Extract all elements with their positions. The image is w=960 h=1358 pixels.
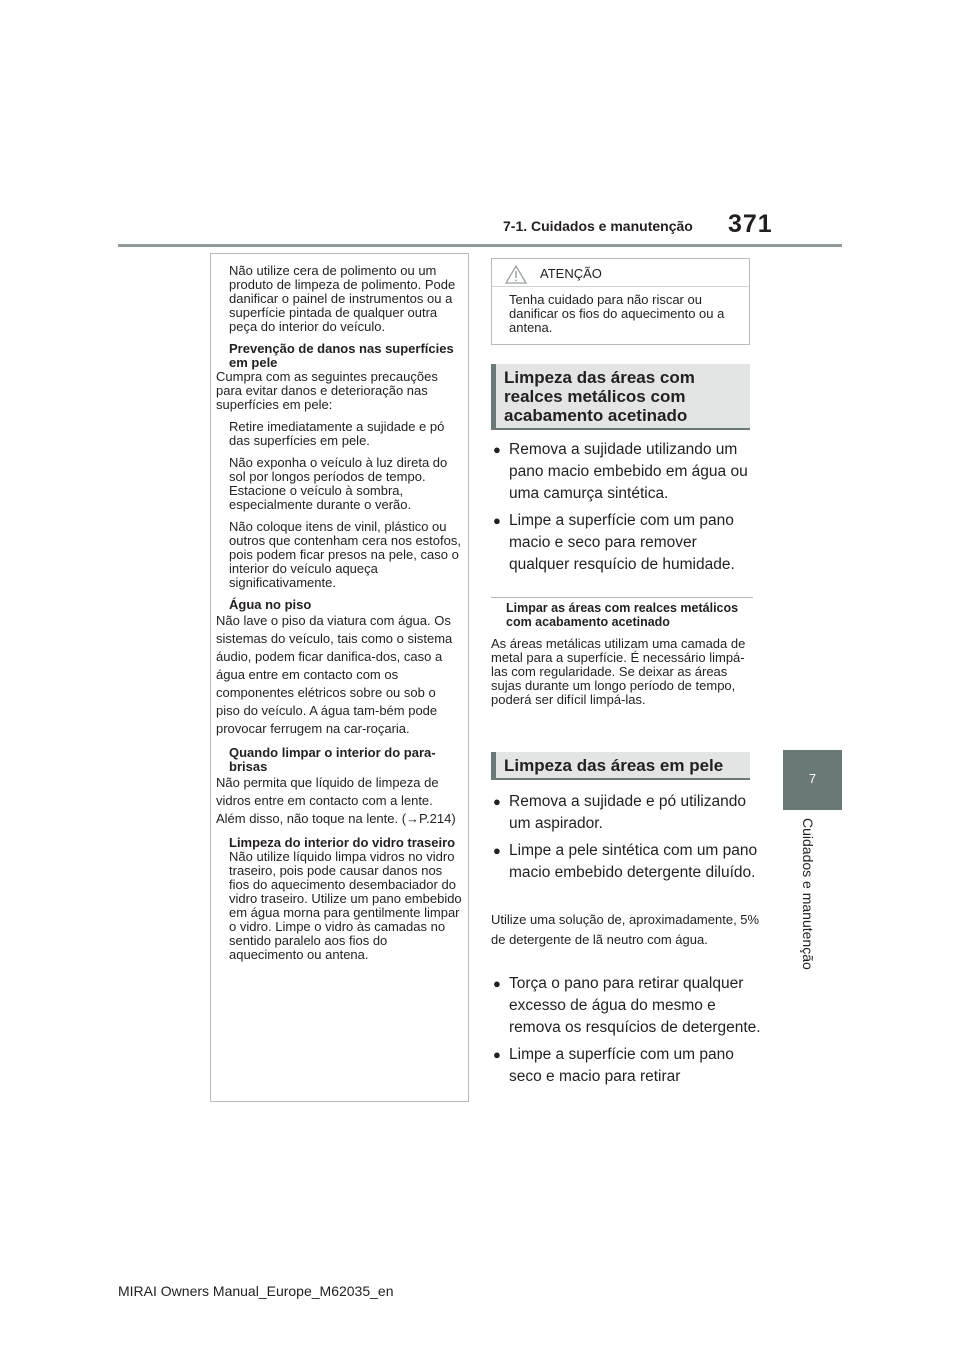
note-paragraph: Não permita que líquido de limpeza de vidros entre em contacto com a lente. Além disso, não toque na lente. (→P.214) bbox=[216, 775, 456, 826]
list-item bbox=[491, 840, 761, 884]
list-item-text: Limpe a superfície com um pano macio e seco para remover qualquer resquício de humidade. bbox=[509, 512, 735, 573]
warning-triangle-icon bbox=[505, 265, 527, 289]
note-paragraph: Não utilize cera de polimento ou um produto de limpeza de polimento. Pode danificar o painel de instrumentos ou a superfície pintada de qualquer outra peça do interior do veículo. bbox=[229, 263, 456, 334]
note-box bbox=[210, 253, 469, 1102]
leather-bullet-list bbox=[491, 791, 761, 889]
note-paragraph: Não utilize líquido limpa vidros no vidro traseiro, pois pode causar danos nos fios do aquecimento desembaciador do vidro traseiro. Utilize um pano embebido em água morna para gentilmente limpar o vidro. Limpe o vidro às camadas no sentido paralelo aos fios do aquecimento ou antena. bbox=[229, 849, 462, 962]
bullet-dot-icon: ● bbox=[493, 1047, 501, 1062]
satin-bullet-list bbox=[491, 439, 761, 581]
satin-note-heading: Limpar as áreas com realces metálicos com acabamento acetinado bbox=[491, 597, 753, 629]
list-item bbox=[491, 510, 761, 576]
detergent-note: Utilize uma solução de, aproximadamente, 5% de detergente de lã neutro com água. bbox=[491, 912, 760, 947]
note-paragraph: Cumpra com as seguintes precauções para evitar danos e deterioração nas superfícies em pele: bbox=[216, 369, 438, 412]
warning-text: Tenha cuidado para não riscar ou danificar os fios do aquecimento ou a antena. bbox=[509, 292, 725, 335]
header-rule bbox=[118, 244, 842, 247]
bullet-dot-icon: ● bbox=[493, 442, 501, 457]
section-title: 7-1. Cuidados e manutenção bbox=[503, 218, 693, 234]
note-paragraph: Não exponha o veículo à luz direta do sol por longos períodos de tempo. Estacione o veículo à sombra, especialmente durante o verão. bbox=[229, 455, 448, 512]
section-heading-satin: Limpeza das áreas com realces metálicos com acabamento acetinado bbox=[491, 364, 750, 430]
note-heading: Prevenção de danos nas superfícies em pele bbox=[229, 341, 454, 370]
list-item bbox=[491, 439, 761, 505]
bullet-dot-icon: ● bbox=[493, 794, 501, 809]
warning-header bbox=[492, 259, 749, 287]
note-paragraph: Não lave o piso da viatura com água. Os sistemas do veículo, tais como o sistema áudio, podem ficar danifica-dos, caso a água entre em contacto com os componentes elétricos sobre ou sob o piso do veículo. A água tam-bém pode provocar ferrugem na car-roçaria. bbox=[216, 613, 453, 736]
leather-bullet-list-2 bbox=[491, 973, 761, 1093]
note-heading: Água no piso bbox=[229, 597, 312, 612]
footer-text: MIRAI Owners Manual_Europe_M62035_en bbox=[118, 1283, 394, 1299]
warning-title: ATENÇÃO bbox=[540, 266, 602, 281]
section-heading-leather: Limpeza das áreas em pele bbox=[491, 752, 750, 780]
bullet-dot-icon: ● bbox=[493, 976, 501, 991]
note-heading: Quando limpar o interior do para-brisas bbox=[229, 745, 436, 774]
bullet-dot-icon: ● bbox=[493, 843, 501, 858]
satin-note-text: As áreas metálicas utilizam uma camada de metal para a superfície. É necessário limpá-las com regularidade. Se deixar as áreas sujas durante um longo período de tempo, poderá ser difícil limpá-las. bbox=[491, 636, 746, 707]
list-item-text: Limpe a pele sintética com um pano macio embebido detergente diluído. bbox=[509, 842, 758, 881]
list-item bbox=[491, 1044, 761, 1088]
bullet-dot-icon: ● bbox=[493, 513, 501, 528]
chapter-label: Cuidados e manutenção bbox=[800, 818, 816, 970]
list-item-text: Limpe a superfície com um pano seco e macio para retirar bbox=[509, 1046, 734, 1085]
note-heading: Limpeza do interior do vidro traseiro bbox=[229, 835, 456, 850]
chapter-tab: 7 bbox=[783, 750, 842, 810]
note-paragraph: Não coloque itens de vinil, plástico ou outros que contenham cera nos estofos, pois podem ficar presos na pele, caso o interior do veículo aqueça significativamente. bbox=[229, 519, 461, 590]
warning-box bbox=[491, 258, 750, 345]
page-number: 371 bbox=[728, 210, 773, 238]
list-item bbox=[491, 791, 761, 835]
list-item bbox=[491, 973, 761, 1039]
note-paragraph: Retire imediatamente a sujidade e pó das superfícies em pele. bbox=[229, 419, 445, 448]
list-item-text: Remova a sujidade e pó utilizando um aspirador. bbox=[509, 793, 746, 832]
list-item-text: Torça o pano para retirar qualquer excesso de água do mesmo e remova os resquícios de detergente. bbox=[509, 975, 761, 1036]
list-item-text: Remova a sujidade utilizando um pano macio embebido em água ou uma camurça sintética. bbox=[509, 441, 748, 502]
